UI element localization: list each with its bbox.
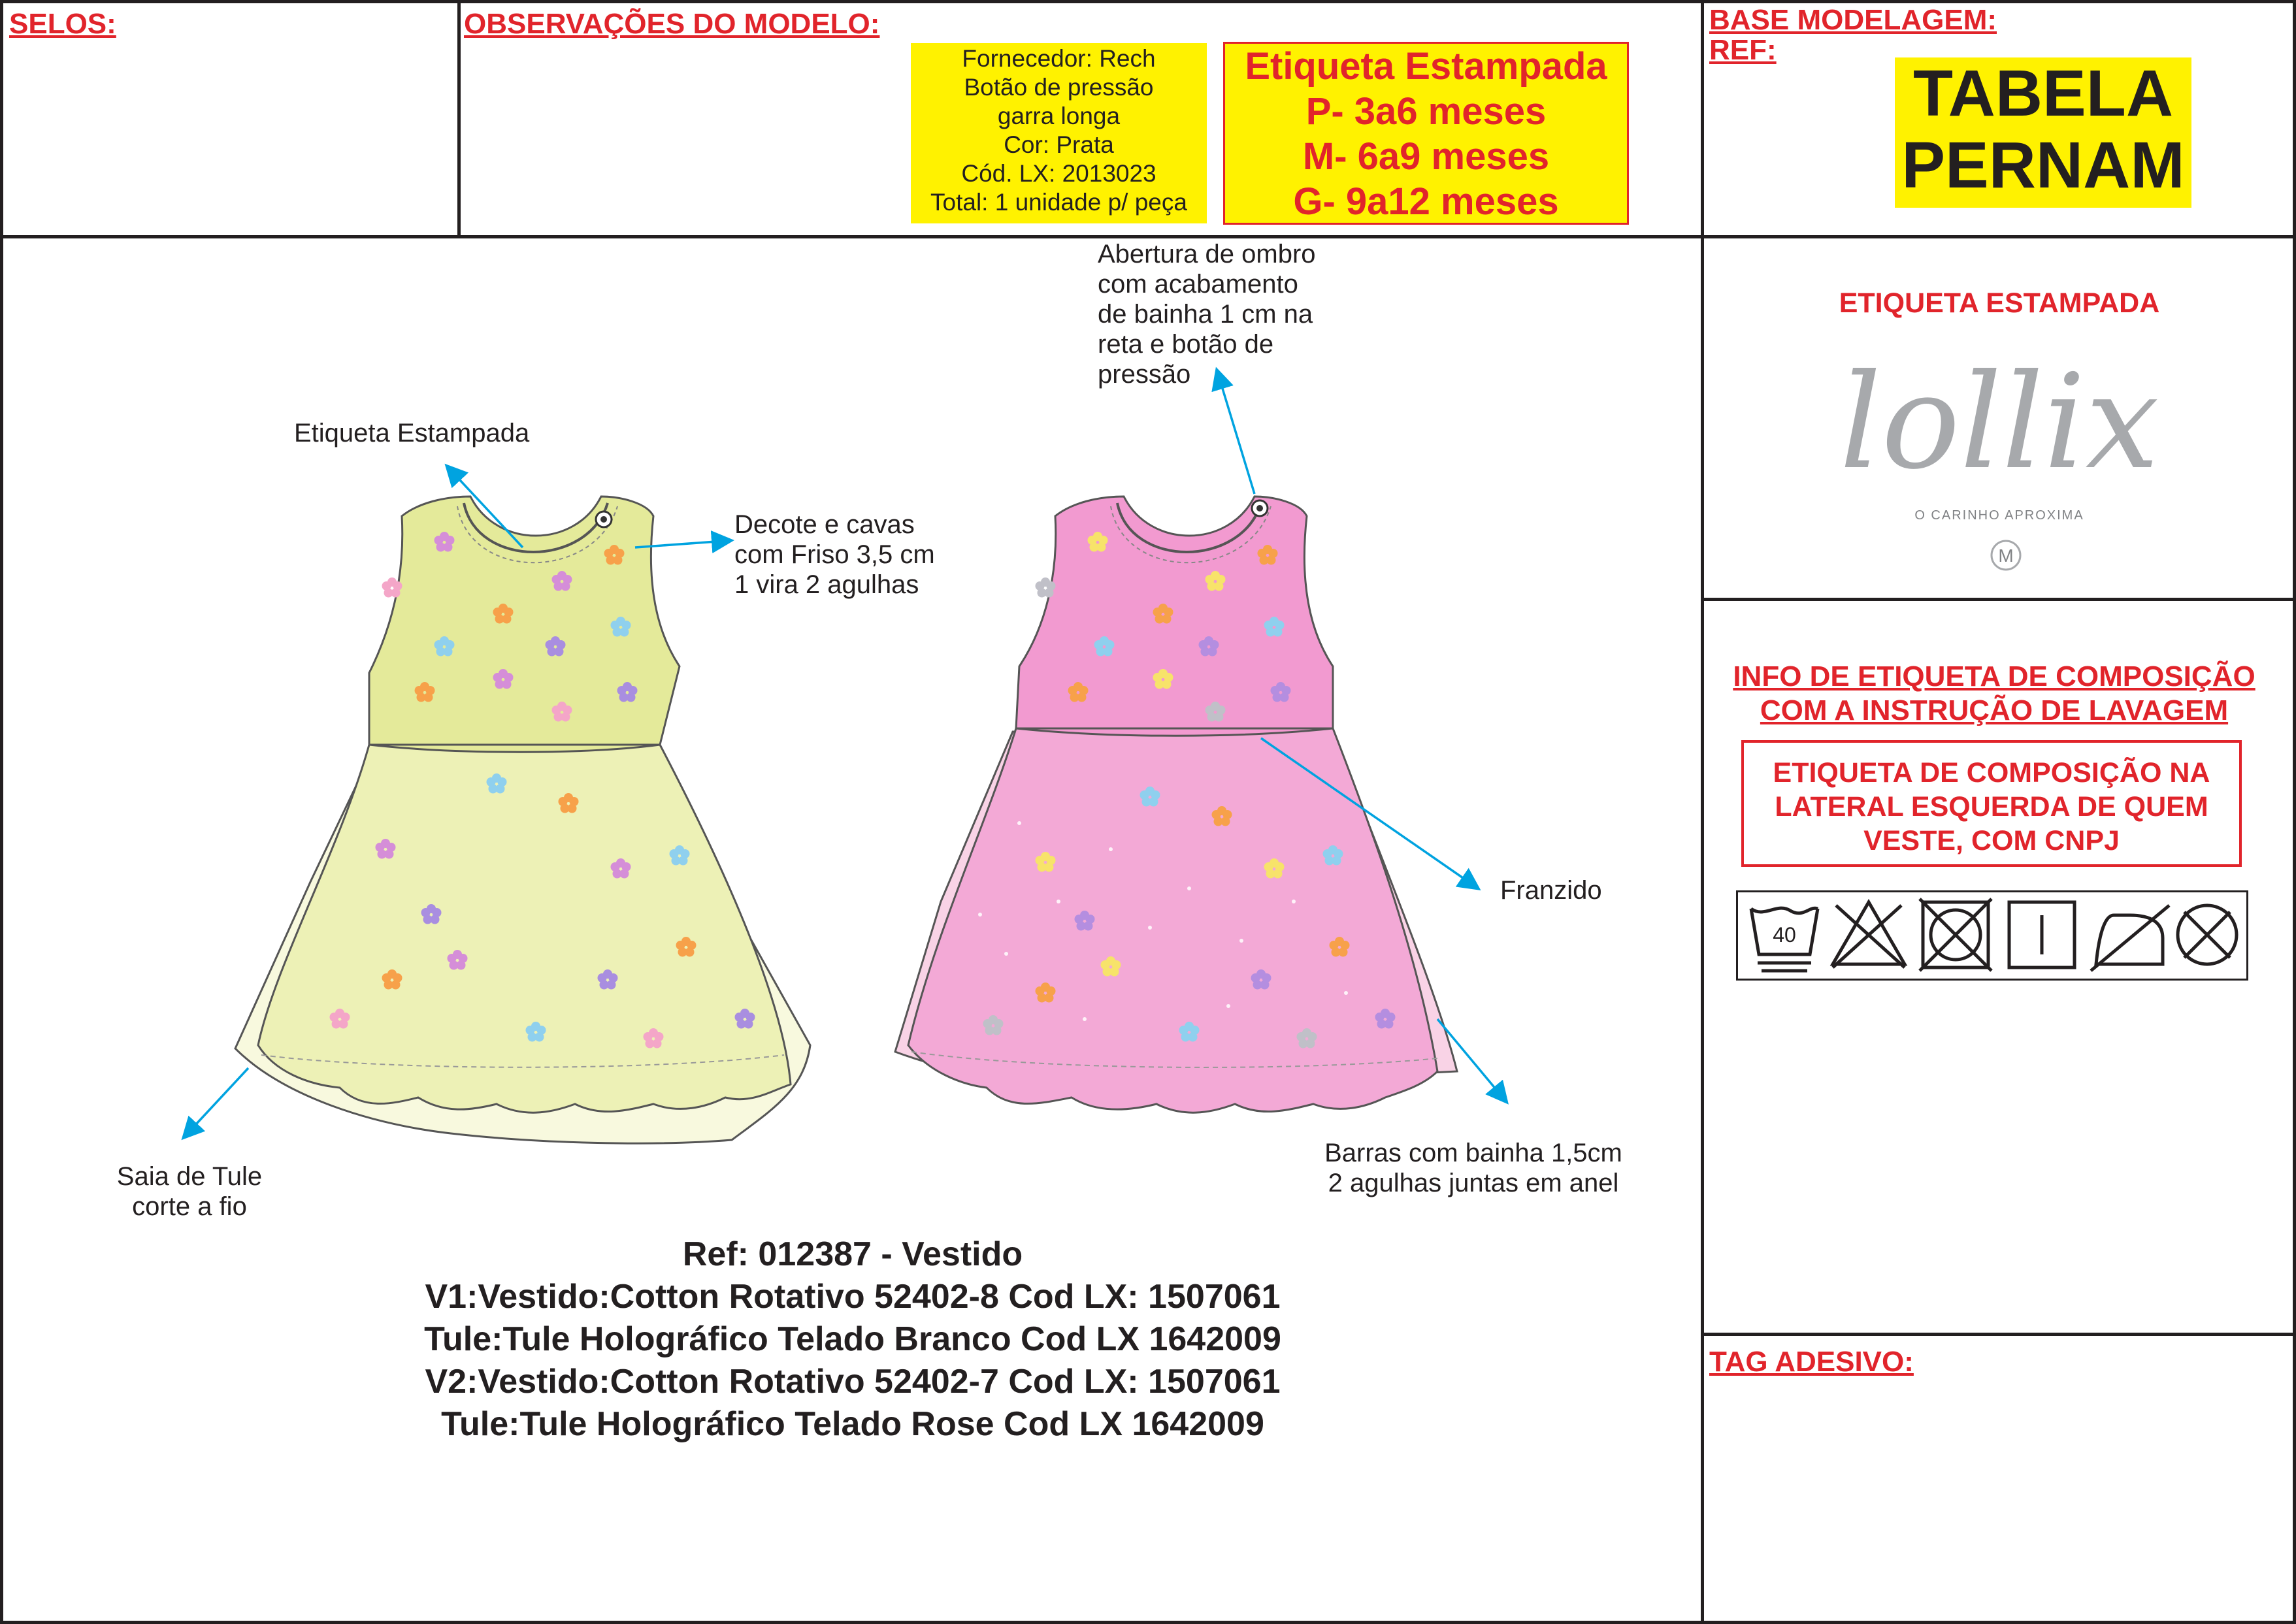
sidebar-divider-1 — [1701, 598, 2296, 601]
reference-line: Tule:Tule Holográfico Telado Branco Cod LX 1642009 — [424, 1320, 1281, 1358]
care-symbols-box — [1736, 890, 2248, 981]
dress-v1-skirt — [258, 745, 791, 1112]
callout-line: Abertura de ombro — [1098, 240, 1316, 268]
callout-saia — [105, 1161, 274, 1222]
callout-etiqueta: Etiqueta Estampada — [294, 419, 530, 447]
callout-line: de bainha 1 cm na — [1098, 300, 1313, 329]
callout-line: reta e botão de — [1098, 330, 1274, 359]
logo-wordmark: lollix — [1839, 346, 2159, 498]
dress-v2 — [895, 496, 1457, 1112]
callout-line: Decote e cavas — [734, 510, 915, 539]
reference-line: V1:Vestido:Cotton Rotativo 52402-8 Cod LX: 1507061 — [425, 1278, 1281, 1316]
callout-line: corte a fio — [132, 1192, 247, 1221]
observacoes-label: OBSERVAÇÕES DO MODELO: — [464, 8, 880, 40]
dress-v1-bodice — [369, 496, 680, 752]
composition-line: VESTE, COM CNPJ — [1863, 825, 2120, 856]
tabela-line: TABELA — [1912, 57, 2174, 130]
info-title-line: INFO DE ETIQUETA DE COMPOSIÇÃO — [1733, 660, 2255, 692]
callout-barras — [1300, 1138, 1647, 1198]
no-tumble-dry-icon — [1920, 899, 1992, 971]
logo-size-mark: M — [1998, 545, 2014, 566]
supplier-line: Cód. LX: 2013023 — [961, 160, 1156, 187]
wash-40-icon — [1751, 908, 1818, 971]
composition-line: ETIQUETA DE COMPOSIÇÃO NA — [1773, 757, 2210, 788]
no-bleach-icon — [1833, 902, 1905, 967]
reference-line: V2:Vestido:Cotton Rotativo 52402-7 Cod LX: 1507061 — [425, 1363, 1281, 1401]
size-line: G- 9a12 meses — [1293, 180, 1559, 223]
selos-label: SELOS: — [9, 8, 116, 40]
supplier-line: Botão de pressão — [964, 74, 1154, 101]
dress-v2-skirt — [908, 728, 1437, 1112]
callout-franzido: Franzido — [1500, 876, 1602, 905]
supplier-line: Cor: Prata — [1004, 131, 1114, 158]
callout-line: Barras com bainha 1,5cm — [1324, 1139, 1622, 1167]
callout-line: Saia de Tule — [116, 1162, 263, 1191]
ref-label: REF: — [1709, 34, 1777, 66]
col-divider-sidebar — [1701, 0, 1704, 1624]
tabela-line: PERNAM — [1901, 129, 2185, 202]
size-line: P- 3a6 meses — [1305, 90, 1547, 133]
dress-v1 — [235, 496, 810, 1143]
size-label-title: Etiqueta Estampada — [1245, 45, 1607, 88]
callout-line: 2 agulhas juntas em anel — [1328, 1169, 1619, 1197]
reference-title: Ref: 012387 - Vestido — [682, 1235, 1023, 1273]
no-dry-clean-icon — [2178, 905, 2237, 964]
lollix-logo — [1839, 314, 2159, 575]
logo-tagline: O CARINHO APROXIMA — [1914, 508, 2084, 523]
no-iron-icon — [2091, 905, 2169, 971]
base-modelagem-label: BASE MODELAGEM: — [1709, 4, 1997, 36]
etiqueta-estampada-title: ETIQUETA ESTAMPADA — [1839, 287, 2160, 319]
callout-decote — [734, 510, 935, 600]
reference-block — [314, 1233, 1392, 1446]
sidebar-divider-2 — [1701, 1333, 2296, 1336]
reference-line: Tule:Tule Holográfico Telado Rose Cod LX 1642009 — [441, 1405, 1264, 1443]
info-title-line: COM A INSTRUÇÃO DE LAVAGEM — [1760, 694, 2229, 726]
tag-adesivo-label: TAG ADESIVO: — [1709, 1346, 1914, 1378]
size-line: M- 6a9 meses — [1302, 135, 1550, 178]
line-dry-icon — [2009, 902, 2075, 967]
callout-abertura — [1098, 239, 1316, 389]
arrow-abertura — [1219, 376, 1255, 494]
callout-line: com Friso 3,5 cm — [734, 540, 935, 569]
supplier-line: garra longa — [997, 103, 1121, 129]
composition-line: LATERAL ESQUERDA DE QUEM — [1775, 791, 2208, 822]
supplier-line: Fornecedor: Rech — [962, 45, 1156, 72]
tabela-pernam — [1895, 57, 2191, 208]
callout-line: pressão — [1098, 360, 1191, 389]
callout-line: 1 vira 2 agulhas — [734, 570, 919, 599]
arrow-saia — [188, 1068, 248, 1133]
composition-box — [1741, 740, 2242, 867]
svg-text:40: 40 — [1773, 923, 1796, 947]
callout-line: com acabamento — [1098, 270, 1298, 299]
supplier-line: Total: 1 unidade p/ peça — [930, 189, 1187, 216]
info-composicao-title — [1707, 660, 2282, 728]
